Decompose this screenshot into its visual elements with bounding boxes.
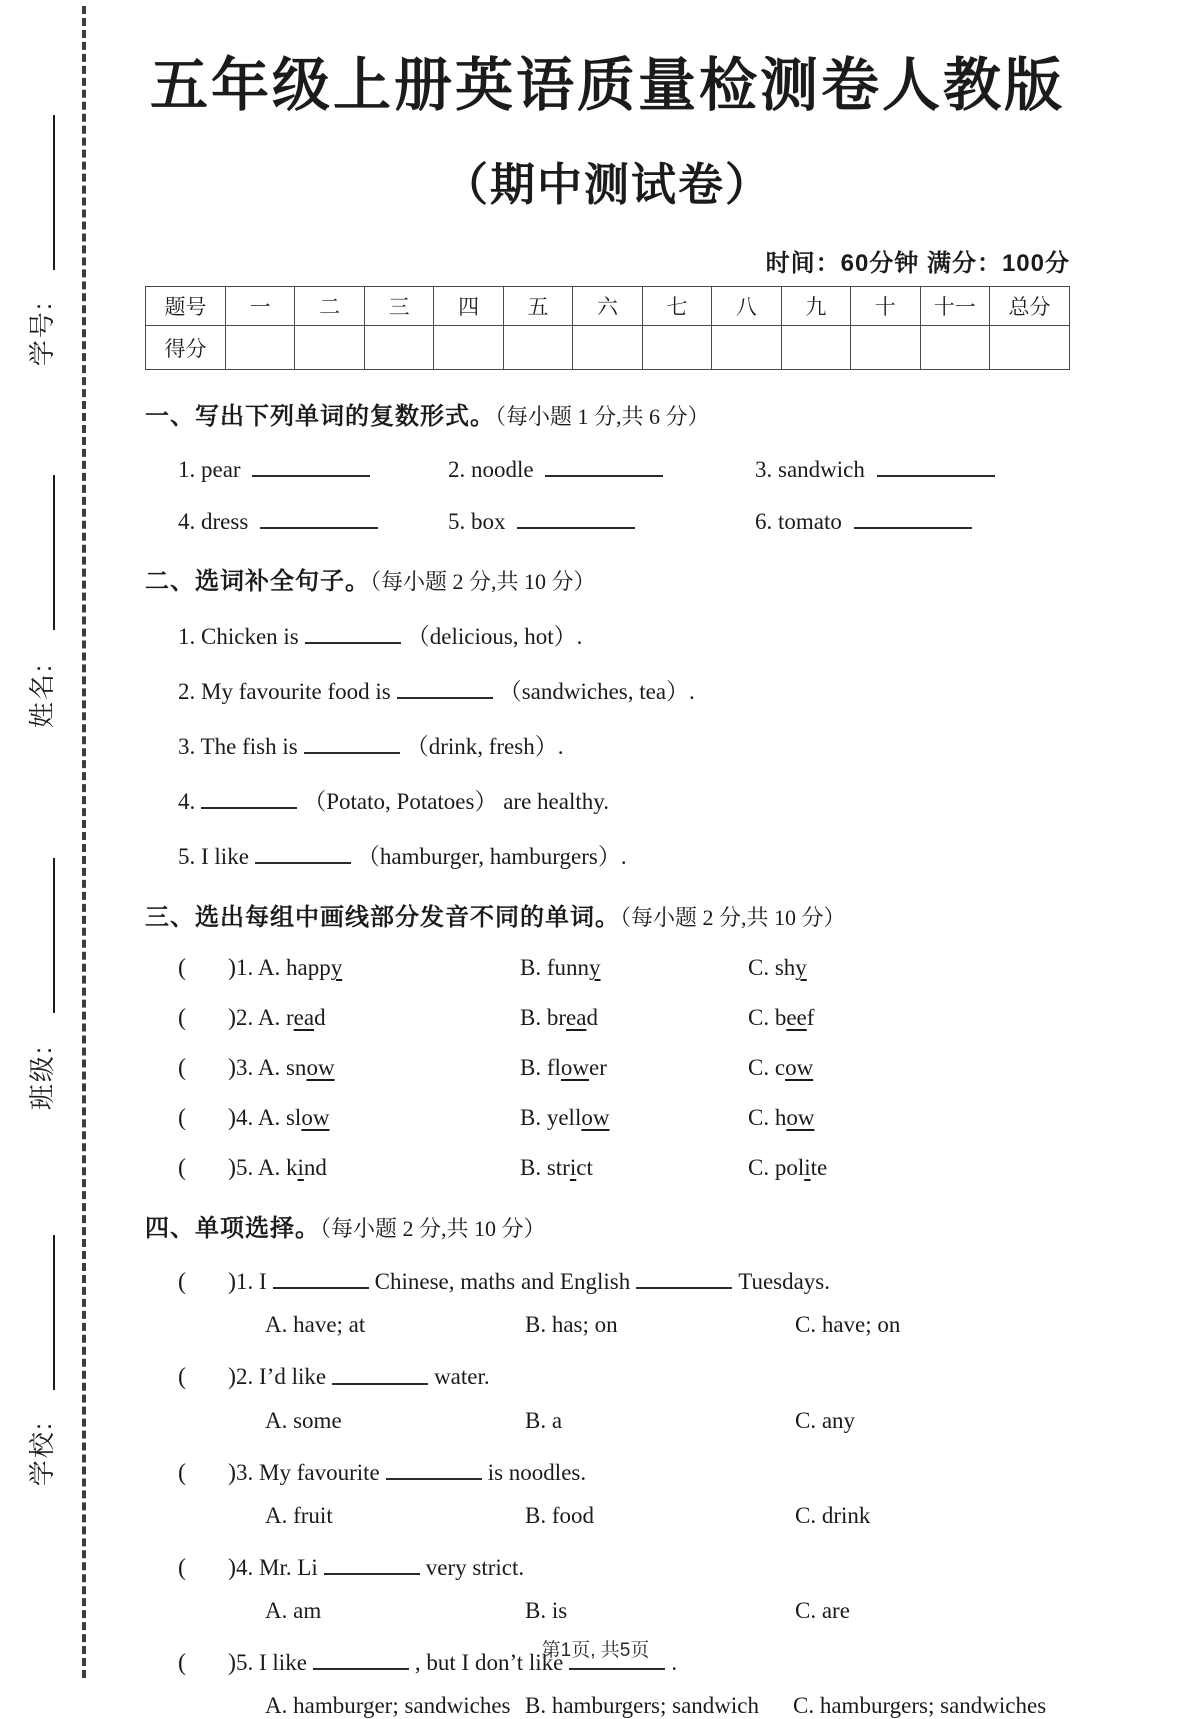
row-col-a: ( )1. A. happy [178,955,343,982]
pronunciation-row [178,1005,1070,1032]
section1-row1 [178,453,1070,483]
answer-blank [304,730,400,754]
student-id-label: 学号: [27,300,58,366]
option-c: C. hamburgers; sandwiches [793,1692,1047,1718]
mc-options [265,1503,1070,1529]
section1-row2 [178,505,1070,535]
score-cell-empty [364,326,433,370]
mc-options [265,1598,1070,1624]
option-a: A. have; at [265,1312,366,1338]
option-a: A. some [265,1407,342,1433]
mc-question: ( )5. I like , but I don’t like . [178,1646,1070,1677]
answer-blank [636,1265,732,1289]
row-col-b: B. funny [520,955,601,981]
mc-options [265,1312,1070,1338]
row-col-b: B. bread [520,1005,598,1031]
score-header-cell: 十一 [920,287,989,326]
fill-sentence-item: 2. My favourite food is （sandwiches, tea）. [178,673,1070,706]
row-col-c: C. shy [748,955,807,981]
row-col-c: C. how [748,1105,815,1131]
fill-sentence-item: 1. Chicken is （delicious, hot）. [178,618,1070,651]
pronunciation-row [178,1055,1070,1082]
score-cell-empty [295,326,364,370]
score-header-cell: 总分 [990,287,1070,326]
word-item: 4. dress [178,505,448,535]
option-b: B. food [525,1502,594,1528]
row-col-c: C. polite [748,1155,828,1181]
mc-options [265,1693,1070,1719]
answer-blank [545,453,663,477]
answer-blank [201,785,297,809]
score-cell-empty [573,326,642,370]
option-word: shy [774,955,807,981]
fill-sentence-item: 5. I like （hamburger, hamburgers）. [178,838,1070,871]
option-b: B. a [525,1407,563,1433]
answer-blank [273,1265,369,1289]
exam-title: 五年级上册英语质量检测卷人教版 [149,53,1065,118]
exam-paper [145,0,1070,1719]
option-c: C. have; on [795,1312,901,1338]
section2-heading-text: 二、选词补全句子。 [145,568,370,596]
score-cell-empty [226,326,295,370]
exam-subtitle: （期中测试卷） [442,159,772,210]
option-word: bread [546,1005,598,1031]
section3-points: （每小题 2 分,共 10 分） [620,905,846,931]
section1-points: （每小题 1 分,共 6 分） [495,404,710,429]
answer-blank [324,1551,420,1575]
score-header-cell: 七 [642,287,711,326]
answer-blank [517,505,635,529]
score-table-score-row [146,326,1070,370]
school-label: 学校: [27,1420,58,1486]
word-item: 3. sandwich [755,453,1070,483]
score-header-cell: 四 [434,287,503,326]
score-header-cell: 十 [851,287,920,326]
score-header-cell: 八 [712,287,781,326]
school-fill-line [53,1235,55,1390]
section4-heading-text: 四、单项选择。 [145,1215,320,1243]
name-label: 姓名: [27,662,58,728]
option-b: B. has; on [525,1312,618,1338]
section2-points: （每小题 2 分,共 10 分） [370,569,596,595]
answer-blank [252,453,370,477]
score-header-cell: 题号 [146,287,226,326]
score-row-label: 得分 [146,326,226,370]
word-item: 6. tomato [755,505,1070,535]
answer-blank [332,1360,428,1384]
score-header-cell: 六 [573,287,642,326]
page-footer: 第1页, 共5页 [541,1640,650,1661]
score-cell-empty [712,326,781,370]
section4-heading [145,1208,1070,1243]
section3-heading [145,897,1070,932]
section2-heading [145,561,1070,596]
left-margin-rail [0,0,100,1684]
score-cell-empty [434,326,503,370]
option-word: kind [285,1155,327,1181]
time-and-score-meta: 时间：60分钟 满分：100分 [765,250,1070,277]
option-a: A. am [265,1597,322,1623]
section4-points: （每小题 2 分,共 10 分） [320,1216,546,1242]
option-a: A. fruit [265,1502,333,1528]
answer-blank [260,505,378,529]
score-cell-empty [920,326,989,370]
row-col-a: ( )4. A. slow [178,1105,330,1132]
score-header-cell: 五 [503,287,572,326]
option-word: beef [774,1005,815,1031]
word-item: 5. box [448,505,755,535]
option-word: how [774,1105,815,1131]
score-cell-empty [990,326,1070,370]
option-word: slow [285,1105,330,1131]
row-col-a: ( )3. A. snow [178,1055,335,1082]
word-item: 2. noodle [448,453,755,483]
option-word: yellow [546,1105,610,1131]
score-header-cell: 九 [781,287,850,326]
row-col-a: ( )2. A. read [178,1005,326,1032]
pronunciation-row [178,1155,1070,1182]
option-word: snow [285,1055,335,1081]
fill-sentence-item: 3. The fish is （drink, fresh）. [178,728,1070,761]
option-word: funny [546,955,601,981]
mc-options [265,1408,1070,1434]
row-col-c: C. cow [748,1055,814,1081]
score-header-cell: 一 [226,287,295,326]
answer-blank [854,505,972,529]
option-word: polite [774,1155,828,1181]
section3-heading-text: 三、选出每组中画线部分发音不同的单词。 [145,904,620,932]
row-col-b: B. flower [520,1055,607,1081]
row-col-b: B. yellow [520,1105,610,1131]
option-word: strict [546,1155,593,1181]
option-b: B. is [525,1597,568,1623]
student-id-fill-line [53,115,55,270]
mc-question: ( )4. Mr. Li very strict. [178,1551,1070,1582]
score-table [145,286,1070,370]
pronunciation-row [178,955,1070,982]
row-col-c: C. beef [748,1005,815,1031]
mc-question: ( )3. My favourite is noodles. [178,1456,1070,1487]
option-b: B. hamburgers; sandwich [525,1692,760,1718]
option-word: flower [546,1055,607,1081]
pronunciation-row [178,1105,1070,1132]
answer-bracket: ( [178,955,186,982]
score-cell-empty [503,326,572,370]
mc-question: ( )1. I Chinese, maths and English Tuesdays. [178,1265,1070,1296]
word-item: 1. pear [178,453,448,483]
class-label: 班级: [27,1044,58,1110]
section1-heading [145,396,1070,431]
answer-blank [305,620,401,644]
option-c: C. are [795,1597,850,1623]
cut-dashed-line [82,6,86,1678]
answer-blank [877,453,995,477]
score-cell-empty [642,326,711,370]
score-cell-empty [851,326,920,370]
row-col-b: B. strict [520,1155,593,1181]
fill-sentence-item: 4. （Potato, Potatoes） are healthy. [178,783,1070,816]
score-header-cell: 二 [295,287,364,326]
score-cell-empty [781,326,850,370]
mc-question: ( )2. I’d like water. [178,1360,1070,1391]
answer-blank [255,840,351,864]
section1-heading-text: 一、写出下列单词的复数形式。 [145,403,495,430]
score-table-header-row [146,287,1070,326]
score-header-cell: 三 [364,287,433,326]
option-c: C. any [795,1407,856,1433]
answer-blank [386,1456,482,1480]
option-word: happy [285,955,343,981]
class-fill-line [53,858,55,1013]
option-word: cow [774,1055,814,1081]
answer-blank [397,675,493,699]
name-fill-line [53,475,55,630]
option-a: A. hamburger; sandwiches [265,1692,511,1718]
option-word: read [285,1005,326,1031]
option-c: C. drink [795,1502,871,1528]
row-col-a: ( )5. A. kind [178,1155,327,1182]
